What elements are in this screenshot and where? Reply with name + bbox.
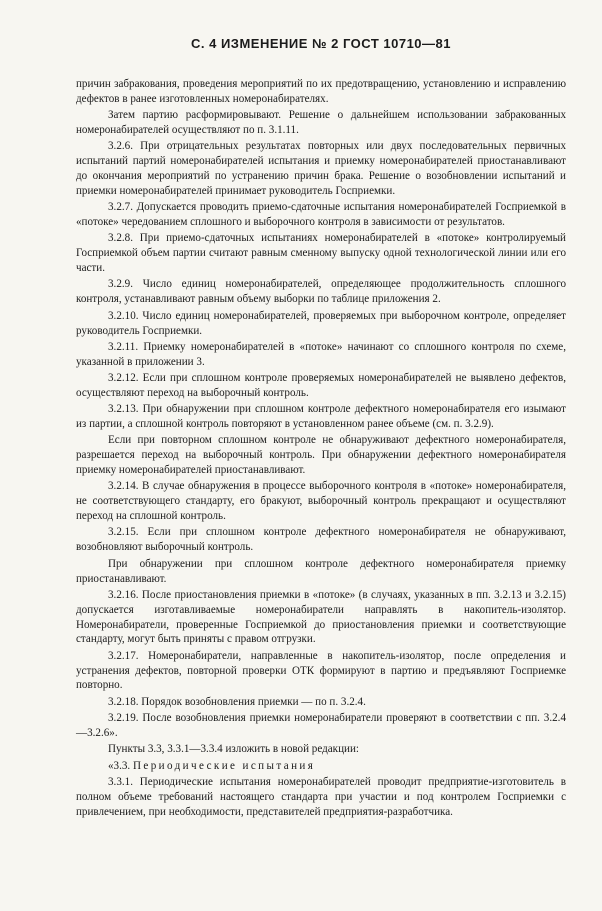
section-heading-number: «3.3. [108, 759, 131, 772]
paragraph: 3.2.17. Номеронабиратели, направленные в накопитель-изолятор, после определения и устранения дефектов, повторной проверки ОТК формируют в партию и предъявляют Госприемке повторно. [76, 649, 566, 692]
paragraph: 3.2.19. После возобновления приемки номеронабиратели проверяют в соответствии с пп. 3.2.4—3.2.6». [76, 712, 566, 739]
paragraph: Если при повторном сплошном контроле не обнаруживают дефектного номеронабирателя, разрешается переход на выборочный контроль. При обнаружении дефектного номеронабирателя приемку номеронабирателей приостанавливают. [76, 434, 566, 477]
page-header: С. 4 ИЗМЕНЕНИЕ № 2 ГОСТ 10710—81 [191, 36, 451, 51]
paragraph: 3.2.18. Порядок возобновления приемки — по п. 3.2.4. [108, 695, 366, 708]
paragraph: причин забракования, проведения мероприятий по их предотвращению, установлению и исправлению дефектов в ранее изготовленных номеронабирателях. [76, 78, 566, 105]
paragraph: 3.2.16. После приостановления приемки в «потоке» (в случаях, указанных в пп. 3.2.13 и 3.2.15) допускается изготавливаемые номеронабиратели направлять в накопитель-изолятор. Номеронабиратели, проверенные Госприемкой до приостановления приемки и соответствующие стандарту, могут быть приняты с правом отгрузки. [76, 588, 566, 646]
paragraph: 3.2.9. Число единиц номеронабирателей, определяющее продолжительность сплошного контроля, устанавливают равным объему выборки по таблице приложения 2. [76, 278, 566, 306]
paragraph: 3.2.14. В случае обнаружения в процессе выборочного контроля в «потоке» номеронабирателя, не соответствующего стандарту, его бракуют, выборочный контроль прекращают и осуществляют переход на сплошной контроль. [76, 480, 566, 523]
paragraph: 3.2.10. Число единиц номеронабирателей, проверяемых при выборочном контроле, определяет руководитель Госприемки. [76, 309, 566, 337]
paragraph: Затем партию расформировывают. Решение о дальнейшем использовании забракованных номеронабирателей осуществляют по п. 3.1.11. [76, 109, 566, 137]
paragraph: 3.2.7. Допускается проводить приемо-сдаточные испытания номеронабирателей Госприемкой в «потоке» чередованием сплошного и выборочного контроля в зависимости от результатов. [76, 201, 566, 229]
paragraph: 3.2.15. Если при сплошном контроле дефектного номеронабирателя не обнаруживают, возобновляют выборочный контроль. [76, 526, 566, 554]
paragraph: 3.2.13. При обнаружении при сплошном контроле дефектного номеронабирателя его изымают из партии, а сплошной контроль повторяют в установленном ранее объеме (см. п. 3.2.9). [76, 403, 566, 431]
paragraph: 3.3.1. Периодические испытания номеронабирателей проводит предприятие-изготовитель в полном объеме требований настоящего стандарта при участии и под контролем Госприемки с привлечением, при необходимости, представителей предприятия-разработчика. [76, 775, 566, 818]
section-heading [76, 759, 566, 774]
paragraph: 3.2.11. Приемку номеронабирателей в «потоке» начинают со сплошного контроля по схеме, указанной в приложении 3. [76, 340, 566, 368]
document-body [76, 77, 566, 820]
paragraph: При обнаружении при сплошном контроле дефектного номеронабирателя приемку приостанавливают. [76, 557, 566, 585]
paragraph: 3.2.6. При отрицательных результатах повторных или двух последовательных первичных испытаний партий номеронабирателей испытания и приемку номеронабирателей приостанавливают до окончания мероприятий по устранению причин брака. Решение о возобновлении испытаний и приемки номеронабирателей принимает руководитель Госприемки. [76, 140, 566, 197]
paragraph: Пункты 3.3, 3.3.1—3.3.4 изложить в новой редакции: [108, 743, 359, 756]
paragraph: 3.2.12. Если при сплошном контроле проверяемых номеронабирателей не выявлено дефектов, осуществляют переход на выборочный контроль. [76, 372, 566, 399]
section-heading-title: Периодические испытания [132, 759, 316, 772]
paragraph: 3.2.8. При приемо-сдаточных испытаниях номеронабирателей в «потоке» контролируемый Госприемкой объем партии считают равным сменному выпуску одной технологической линии или его части. [76, 232, 566, 275]
